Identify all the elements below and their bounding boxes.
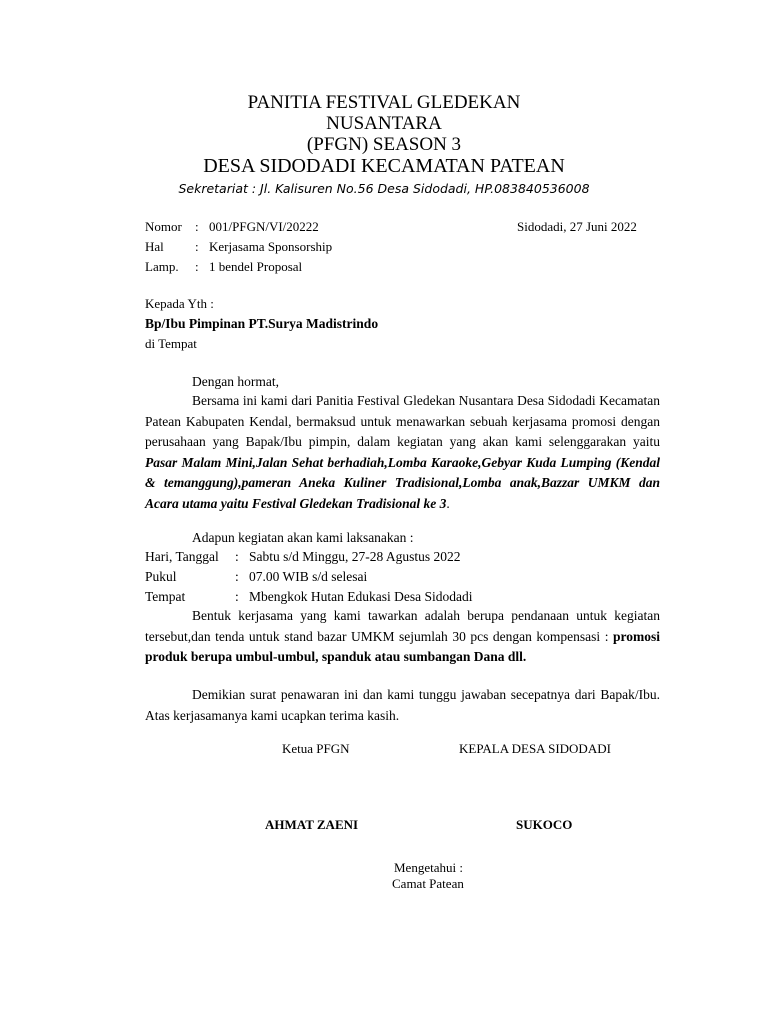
signature-left-name: AHMAT ZAENI bbox=[265, 817, 359, 832]
letterhead-line-4: DESA SIDODADI KECAMATAN PATEAN bbox=[203, 155, 565, 177]
schedule-row-date bbox=[145, 549, 461, 565]
nomor-label: Nomor bbox=[145, 219, 182, 234]
schedule-label: Pukul bbox=[145, 569, 177, 584]
paragraph-1-end: . bbox=[446, 495, 450, 511]
recipient-location: di Tempat bbox=[145, 336, 197, 351]
salutation: Dengan hormat, bbox=[192, 374, 279, 389]
nomor-separator: : bbox=[195, 219, 199, 234]
signature-right-title: KEPALA DESA SIDODADI bbox=[459, 741, 611, 756]
meta-nomor bbox=[145, 219, 319, 235]
schedule-value: Mbengkok Hutan Edukasi Desa Sidodadi bbox=[249, 589, 473, 604]
hal-value: Kerjasama Sponsorship bbox=[209, 239, 333, 254]
nomor-value: 001/PFGN/VI/20222 bbox=[209, 219, 319, 234]
meta-hal bbox=[145, 239, 332, 255]
acknowledgement-title: Camat Patean bbox=[392, 876, 464, 891]
place-date: Sidodadi, 27 Juni 2022 bbox=[517, 219, 637, 234]
schedule-separator: : bbox=[235, 549, 239, 564]
schedule-value: 07.00 WIB s/d selesai bbox=[249, 569, 368, 584]
hal-label: Hal bbox=[145, 239, 164, 254]
paragraph-3 bbox=[145, 606, 660, 668]
event-list: Pasar Malam Mini,Jalan Sehat berhadiah,Lomba Karaoke,Gebyar Kuda Lumping (Kendal & temanggung),pameran Aneka Kuliner Tradisional,Lomba anak,Bazzar UMKM dan Acara utama yaitu Festival Gledekan Tradisional ke 3 bbox=[145, 454, 660, 511]
schedule-label: Hari, Tanggal bbox=[145, 549, 219, 564]
schedule-label: Tempat bbox=[145, 589, 186, 604]
paragraph-2: Adapun kegiatan akan kami laksanakan : bbox=[192, 530, 414, 545]
lamp-label: Lamp. bbox=[145, 259, 179, 274]
schedule-value: Sabtu s/d Minggu, 27-28 Agustus 2022 bbox=[249, 549, 461, 564]
paragraph-1 bbox=[145, 391, 660, 514]
secretariat-address: Sekretariat : Jl. Kalisuren No.56 Desa Sidodadi, HP.083840536008 bbox=[178, 181, 590, 196]
letterhead-line-1: PANITIA FESTIVAL GLEDEKAN bbox=[247, 92, 521, 113]
meta-lamp bbox=[145, 259, 302, 275]
recipient-greeting: Kepada Yth : bbox=[145, 296, 214, 311]
schedule-row-place bbox=[145, 589, 472, 605]
lamp-value: 1 bendel Proposal bbox=[209, 259, 303, 274]
signature-left-title: Ketua PFGN bbox=[282, 741, 350, 756]
letterhead bbox=[0, 92, 768, 196]
paragraph-1-text: Bersama ini kami dari Panitia Festival Gledekan Nusantara Desa Sidodadi Kecamatan Patean Kabupaten Kendal, bermaksud untuk menawarkan sebuah kerjasama promosi dengan perusahaan yang Bapak/Ibu pimpin, dalam kegiatan yang akan kami selenggarakan yaitu bbox=[145, 393, 660, 449]
schedule-row-time bbox=[145, 569, 367, 585]
paragraph-4-text: Demikian surat penawaran ini dan kami tunggu jawaban secepatnya dari Bapak/Ibu. Atas kerjasamanya kami ucapkan terima kasih. bbox=[145, 687, 660, 723]
paragraph-3-text: Bentuk kerjasama yang kami tawarkan adalah berupa pendanaan untuk kegiatan tersebut,dan tenda untuk stand bazar UMKM sejumlah 30 pcs dengan kompensasi : bbox=[145, 608, 660, 644]
compensation-text: promosi produk berupa umbul-umbul, spanduk atau sumbangan Dana dll. bbox=[145, 628, 660, 664]
schedule-separator: : bbox=[235, 589, 239, 604]
schedule-separator: : bbox=[235, 569, 239, 584]
lamp-separator: : bbox=[195, 259, 199, 274]
acknowledgement-label: Mengetahui : bbox=[394, 860, 463, 875]
letterhead-line-3: (PFGN) SEASON 3 bbox=[306, 134, 462, 155]
letterhead-line-2: NUSANTARA bbox=[326, 113, 442, 134]
signature-right-name: SUKOCO bbox=[516, 817, 573, 832]
recipient-name: Bp/Ibu Pimpinan PT.Surya Madistrindo bbox=[145, 316, 379, 331]
paragraph-4 bbox=[145, 685, 660, 726]
hal-separator: : bbox=[195, 239, 199, 254]
